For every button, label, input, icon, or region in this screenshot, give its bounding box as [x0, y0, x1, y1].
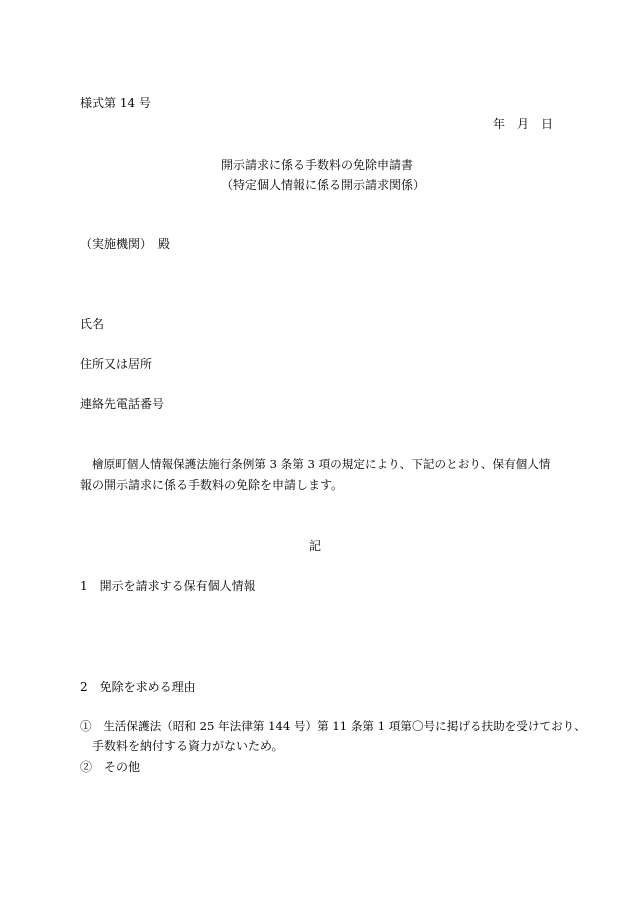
reason-1-line2: 手数料を納付する資力がないため。	[92, 739, 284, 753]
phone-label: 連絡先電話番号	[80, 397, 165, 411]
body-text-line2: 報の開示請求に係る手数料の免除を申請します。	[80, 478, 344, 492]
date-line: 年 月 日	[493, 117, 554, 131]
addressee: （実施機関） 殿	[80, 237, 171, 251]
ki-heading: 記	[309, 539, 322, 553]
body-text-line1: 檜原町個人情報保護法施行条例第 3 条第 3 項の規定により、下記のとおり、保有個人情	[92, 457, 551, 471]
item-1-label: 1 開示を請求する保有個人情報	[80, 579, 256, 593]
form-number: 様式第 14 号	[80, 96, 151, 110]
reason-1-line1: ① 生活保護法（昭和 25 年法律第 144 号）第 11 条第 1 項第〇号に掲げる扶助を受けており、	[80, 719, 586, 733]
title-main: 開示請求に係る手数料の免除申請書	[221, 158, 414, 172]
title-sub: （特定個人情報に係る開示請求関係）	[221, 178, 426, 192]
address-label: 住所又は居所	[80, 357, 153, 371]
item-2-label: 2 免除を求める理由	[80, 680, 196, 694]
reason-2: ② その他	[80, 760, 141, 774]
name-label: 氏名	[80, 317, 105, 331]
